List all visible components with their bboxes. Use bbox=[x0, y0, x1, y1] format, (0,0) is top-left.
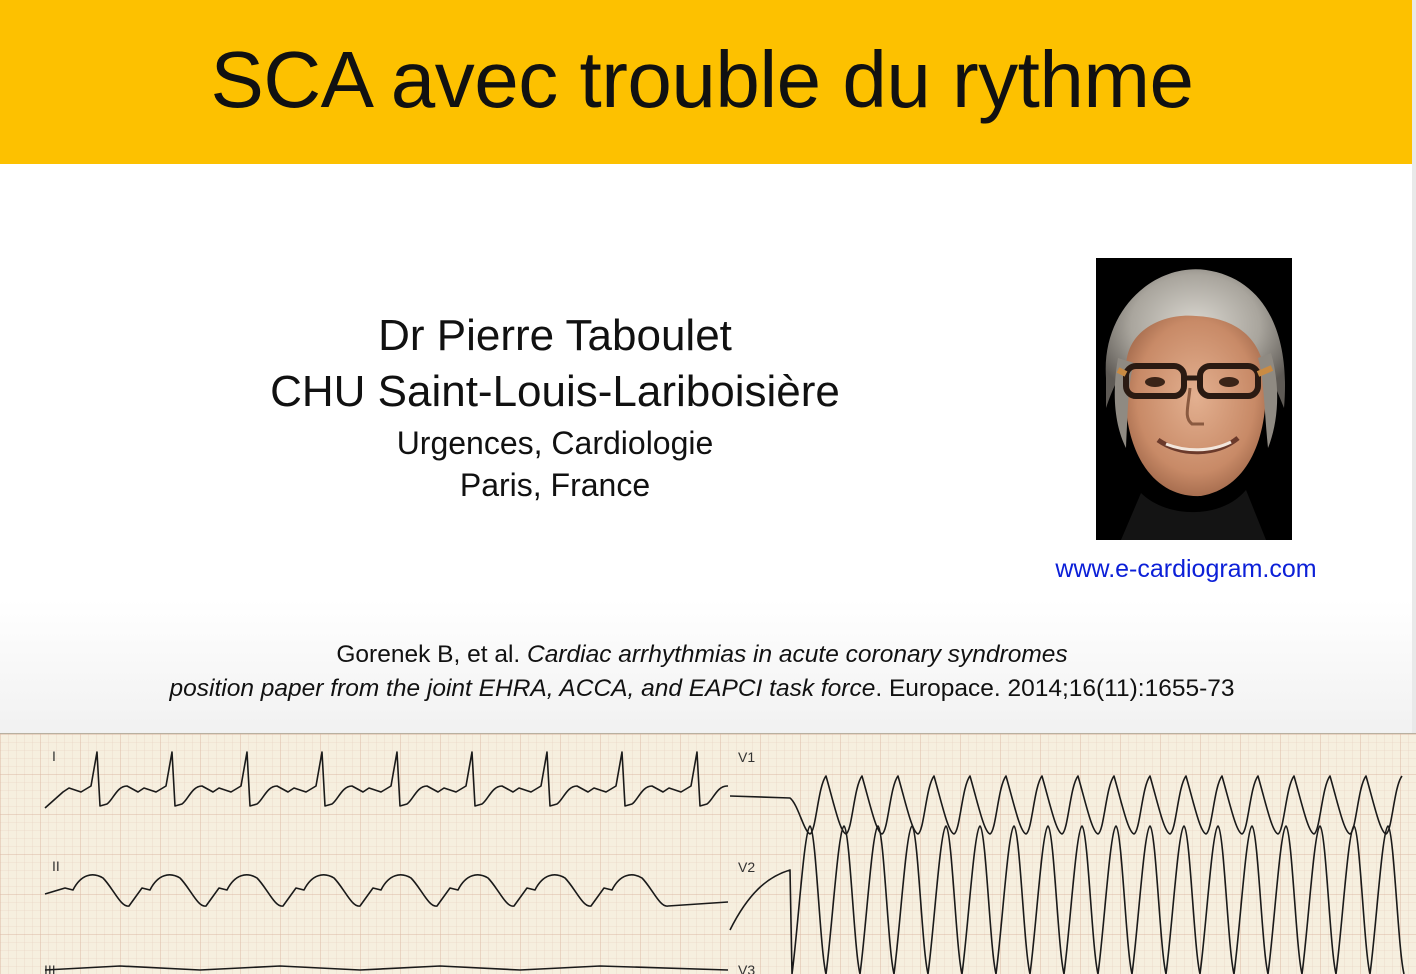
title-bar bbox=[0, 0, 1412, 164]
reference-line-2 bbox=[40, 672, 1364, 706]
reference-authors: Gorenek B, et al. bbox=[336, 641, 521, 668]
reference-title-part-1: Cardiac arrhythmias in acute coronary syndromes bbox=[527, 641, 1068, 668]
reference-title-part-2: position paper from the joint EHRA, ACCA, and EAPCI task force bbox=[169, 675, 876, 702]
reference-line-1 bbox=[40, 638, 1364, 672]
ecg-strip bbox=[0, 733, 1416, 974]
author-name: Dr Pierre Taboulet bbox=[378, 311, 732, 360]
reference-citation: . Europace. 2014;16(11):1655-73 bbox=[875, 675, 1235, 702]
author-photo bbox=[1096, 258, 1292, 540]
lead-label-III: III bbox=[44, 962, 56, 974]
lead-label-V2: V2 bbox=[738, 859, 756, 875]
lead-label-V3: V3 bbox=[738, 962, 756, 974]
slide-title: SCA avec trouble du rythme bbox=[210, 35, 1194, 124]
portrait-image bbox=[1096, 258, 1292, 540]
ecg-tracing bbox=[0, 734, 1416, 974]
author-hospital: CHU Saint-Louis-Lariboisière bbox=[270, 367, 840, 416]
website-link[interactable]: www.e-cardiogram.com bbox=[1055, 555, 1317, 583]
lead-label-II: II bbox=[52, 858, 60, 874]
author-department: Urgences, Cardiologie bbox=[396, 425, 714, 461]
author-city: Paris, France bbox=[459, 467, 651, 503]
lead-label-V1: V1 bbox=[738, 749, 756, 765]
lead-label-I: I bbox=[52, 748, 56, 764]
